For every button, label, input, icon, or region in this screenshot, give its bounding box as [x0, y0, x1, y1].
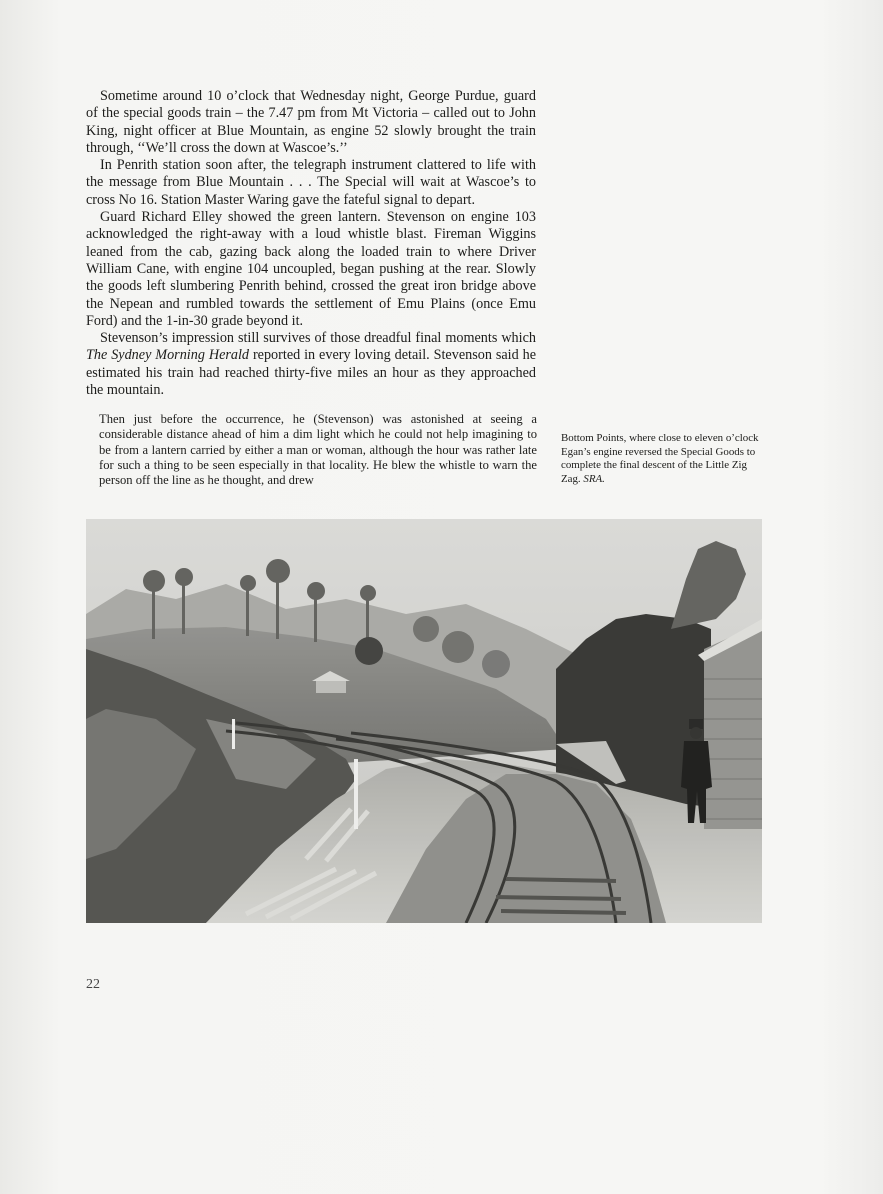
paragraph-4-end: reported in every loving detail. Stevenson said he estimated his train had reached thirty-five miles an hour as they approached the mountain. [86, 347, 536, 399]
newspaper-title: The Sydney Morning Herald [86, 347, 250, 364]
article-body [86, 88, 536, 404]
paragraph-2: In Penrith station soon after, the telegraph instrument clattered to life with the message from Blue Mountain . . . The Special will wait at Wascoe’s to cross No 16. Station Master Waring gave the fateful signal to depart. [86, 157, 536, 208]
paragraph-4 [86, 330, 536, 399]
paragraph-4-start: Stevenson’s impression still survives of those dreadful final moments which [100, 330, 536, 347]
quote-text: Then just before the occurrence, he (Stevenson) was astonished at seeing a considerable distance ahead of him a dim light which he could not help imagining to be from a lantern carried by either a man or woman, although the hour was rather late for such a thing to be seen especially in that locality. He blew the whistle to warn the person off the line as he thought, and drew [99, 412, 537, 488]
photo-caption [561, 432, 759, 486]
railway-photograph [86, 519, 762, 923]
paragraph-3: Guard Richard Elley showed the green lantern. Stevenson on engine 103 acknowledged the right-away with a loud whistle blast. Fireman Wiggins leaned from the cab, gazing back along the loaded train to where Driver William Cane, with engine 104 uncoupled, began pushing at the rear. Slowly the goods left slumbering Penrith behind, crossed the great iron bridge above the Nepean and rumbled towards the settlement of Emu Plains (once Emu Ford) and the 1-in-30 grade beyond it. [86, 209, 536, 329]
page-number: 22 [86, 977, 100, 992]
bottom-points-photo [86, 519, 762, 923]
caption-text: Bottom Points, where close to eleven o’clock Egan’s engine reversed the Special Goods to complete the final descent of the Little Zig Zag. [561, 432, 759, 485]
caption-credit: SRA. [583, 472, 605, 485]
herald-quote [99, 412, 537, 488]
paragraph-1: Sometime around 10 o’clock that Wednesday night, George Purdue, guard of the special goods train – the 7.47 pm from Mt Victoria – called out to John King, night officer at Blue Mountain, as engine 52 slowly brought the train through, ‘‘We’ll cross the down at Wascoe’s.’’ [86, 88, 536, 156]
